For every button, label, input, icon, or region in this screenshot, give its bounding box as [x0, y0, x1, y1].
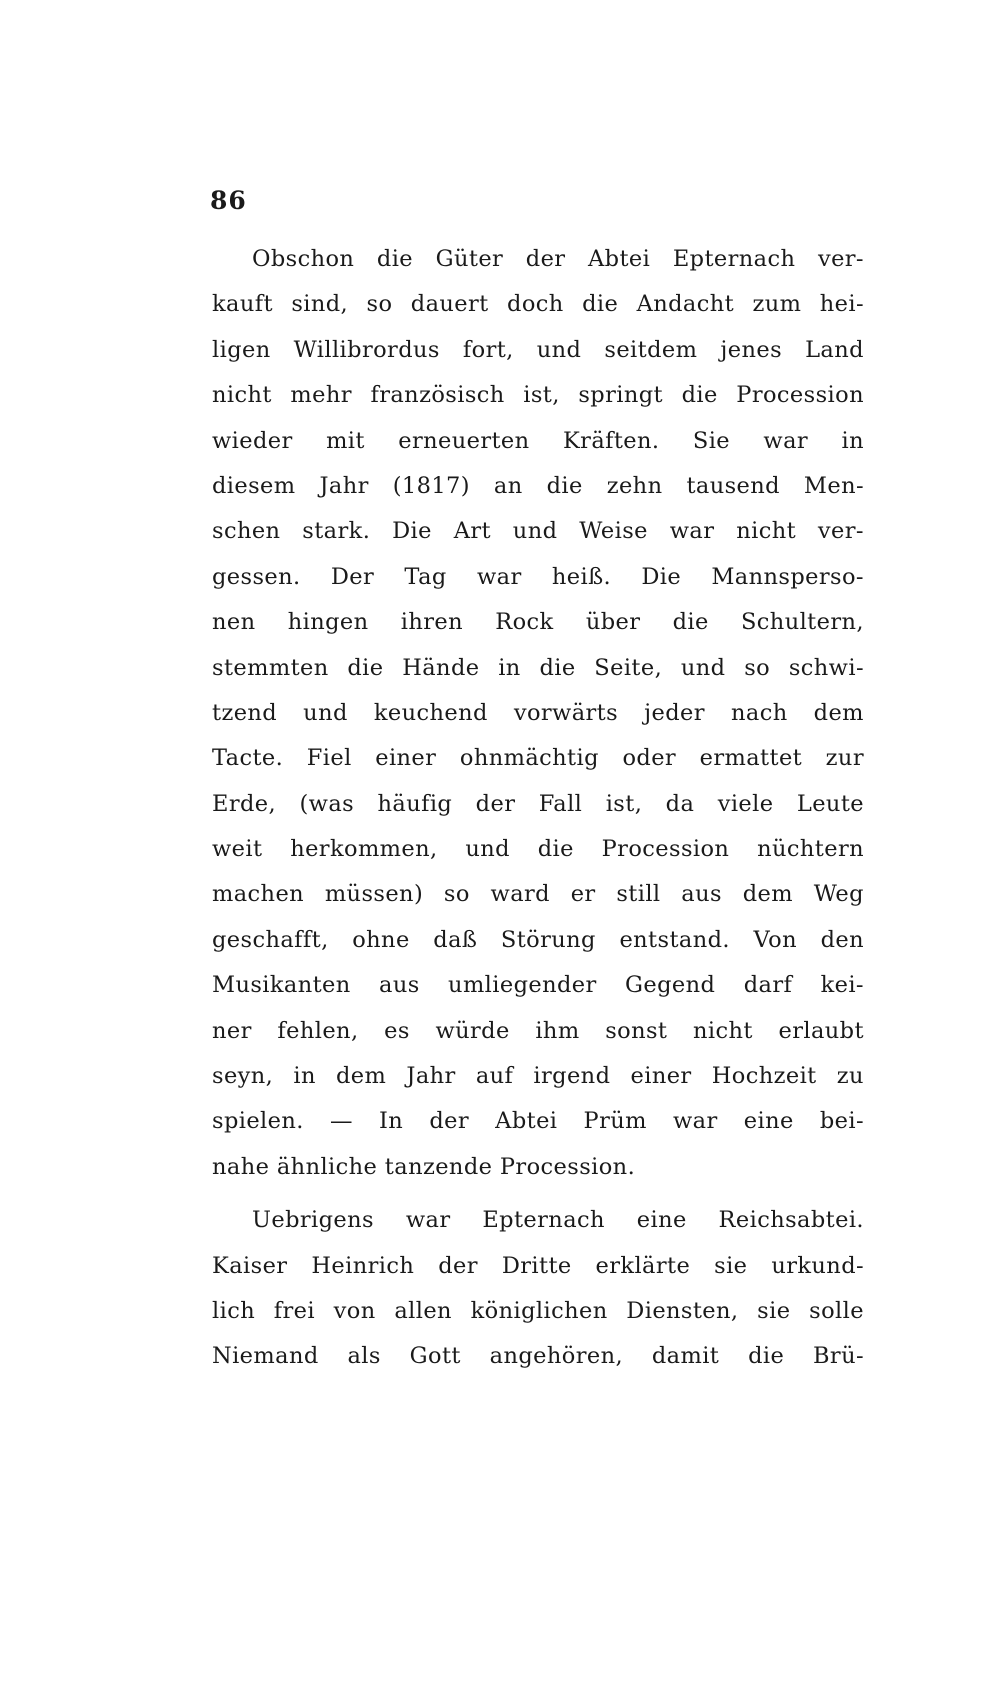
- word: tzend: [212, 699, 278, 726]
- word: Art: [453, 518, 491, 545]
- word: Hände: [402, 654, 480, 681]
- word: Obschon: [252, 246, 355, 272]
- word: tausend: [686, 472, 780, 499]
- word: er: [570, 881, 596, 908]
- word: nüchtern: [757, 836, 864, 863]
- word: heiß.: [551, 563, 612, 590]
- word: zu: [836, 1063, 864, 1090]
- word: doch: [507, 291, 564, 318]
- word: kei-: [820, 972, 864, 999]
- text-line: [212, 237, 864, 282]
- word: einer: [375, 745, 437, 772]
- word: die: [537, 836, 574, 863]
- word: weit: [212, 836, 263, 863]
- word: es: [384, 1017, 410, 1044]
- word: hingen: [287, 609, 369, 636]
- word: darf: [743, 972, 793, 999]
- word: Güter: [435, 246, 504, 272]
- word: mit: [326, 427, 365, 454]
- word: nicht: [693, 1017, 753, 1044]
- word: hei-: [819, 291, 864, 318]
- word: die: [681, 382, 718, 409]
- word: ihren: [400, 609, 464, 636]
- word: war: [673, 1108, 718, 1135]
- word: gessen.: [212, 563, 301, 590]
- word: französisch: [370, 382, 505, 409]
- word: bei-: [819, 1108, 864, 1135]
- word: und: [680, 654, 726, 681]
- word: eine: [636, 1207, 687, 1234]
- word: ohnmächtig: [459, 745, 599, 772]
- word: Seite,: [594, 654, 663, 681]
- word: und: [512, 518, 558, 545]
- word: auf: [475, 1063, 514, 1090]
- word: schwi-: [788, 654, 864, 681]
- text-line: [212, 918, 864, 963]
- word: häufig: [377, 790, 453, 817]
- word: nach: [730, 699, 788, 726]
- word: müssen): [324, 881, 424, 908]
- word: zur: [825, 745, 864, 772]
- word: Weise: [579, 518, 648, 545]
- word: irgend: [533, 1063, 611, 1090]
- page-number: 86: [210, 186, 247, 215]
- text-line: [212, 464, 864, 509]
- text-line: [212, 691, 864, 736]
- paragraph-gap: [212, 1190, 864, 1198]
- word: ermattet: [699, 745, 803, 772]
- word: sie: [714, 1252, 748, 1279]
- word: die: [539, 654, 576, 681]
- word: ner: [212, 1017, 252, 1044]
- word: Die: [641, 563, 682, 590]
- word: so: [366, 291, 393, 318]
- word: der: [475, 790, 516, 817]
- word: Erde,: [212, 790, 277, 817]
- word: so: [443, 881, 470, 908]
- word: würde: [435, 1017, 510, 1044]
- word: oder: [622, 745, 677, 772]
- word: Niemand: [212, 1343, 319, 1370]
- word: Procession: [736, 382, 864, 409]
- word: war: [763, 427, 809, 454]
- word: spielen.: [212, 1108, 304, 1135]
- word: Reichsabtei.: [718, 1207, 864, 1234]
- text-line: [212, 555, 864, 600]
- text-line: [212, 1289, 864, 1334]
- word: aus: [681, 881, 722, 908]
- word: schen: [212, 518, 281, 545]
- text-line: [212, 1009, 864, 1054]
- word: Jahr: [319, 472, 369, 499]
- word: mehr: [290, 382, 352, 409]
- word: Gegend: [625, 972, 716, 999]
- text-line: [212, 827, 864, 872]
- word: erlaubt: [778, 1017, 864, 1044]
- word: die: [376, 246, 414, 272]
- word: Jahr: [406, 1063, 456, 1090]
- text-line: [212, 328, 864, 373]
- word: den: [820, 926, 864, 953]
- word: da: [665, 790, 695, 817]
- text-line: [212, 1334, 864, 1379]
- word: Von: [753, 926, 797, 953]
- word: über: [585, 609, 641, 636]
- word: ihm: [535, 1017, 580, 1044]
- word: Diensten,: [626, 1297, 739, 1324]
- word: Musikanten: [212, 972, 351, 999]
- word: Die: [392, 518, 432, 545]
- word: war: [476, 563, 522, 590]
- word: (1817): [392, 472, 470, 499]
- word: in: [498, 654, 521, 681]
- word: der: [438, 1252, 478, 1279]
- word: angehören,: [489, 1343, 624, 1370]
- word: sind,: [291, 291, 349, 318]
- word: seyn,: [212, 1063, 274, 1090]
- word: und: [536, 336, 582, 363]
- word: springt: [578, 382, 663, 409]
- text-line: [212, 1054, 864, 1099]
- word: Sie: [692, 427, 731, 454]
- word: Weg: [813, 881, 864, 908]
- word: Epternach: [482, 1207, 605, 1234]
- word: Men-: [803, 472, 864, 499]
- text-line: [212, 736, 864, 781]
- word: stark.: [302, 518, 371, 545]
- line-text: nahe ähnliche tanzende Procession.: [212, 1153, 636, 1180]
- word: der: [525, 246, 566, 272]
- word: in: [293, 1063, 316, 1090]
- word: als: [347, 1343, 381, 1370]
- word: Tacte.: [212, 745, 284, 772]
- word: war: [669, 518, 715, 545]
- word: so: [744, 654, 771, 681]
- word: allen: [394, 1297, 452, 1324]
- word: Willibrordus: [293, 336, 440, 363]
- word: ist,: [605, 790, 643, 817]
- word: diesem: [212, 472, 296, 499]
- word: die: [347, 654, 384, 681]
- word: fehlen,: [277, 1017, 359, 1044]
- word: Rock: [495, 609, 554, 636]
- text-line: [212, 509, 864, 554]
- word: Uebrigens: [252, 1207, 374, 1234]
- word: ward: [490, 881, 550, 908]
- word: der: [429, 1108, 470, 1135]
- word: Abtei: [495, 1108, 558, 1135]
- word: nen: [212, 609, 256, 636]
- word: Fiel: [306, 745, 352, 772]
- text-line: [212, 1244, 864, 1289]
- word: —: [329, 1108, 353, 1135]
- word: ver-: [817, 518, 864, 545]
- word: nicht: [736, 518, 797, 545]
- word: und: [465, 836, 510, 863]
- word: Leute: [796, 790, 864, 817]
- word: königlichen: [470, 1297, 608, 1324]
- word: Hochzeit: [711, 1063, 817, 1090]
- word: die: [672, 609, 709, 636]
- text-line: [212, 963, 864, 1008]
- word: eine: [743, 1108, 794, 1135]
- text-line: [212, 600, 864, 645]
- word: aus: [379, 972, 420, 999]
- word: erneuerten: [398, 427, 530, 454]
- word: zehn: [606, 472, 663, 499]
- text-line: [212, 1099, 864, 1144]
- word: von: [333, 1297, 376, 1324]
- word: dem: [742, 881, 793, 908]
- word: damit: [651, 1343, 720, 1370]
- word: Schultern,: [740, 609, 864, 636]
- word: und: [303, 699, 348, 726]
- word: zum: [752, 291, 802, 318]
- word: lich: [212, 1297, 256, 1324]
- word: ligen: [212, 336, 271, 363]
- word: die: [582, 291, 619, 318]
- word: still: [616, 881, 661, 908]
- word: geschafft,: [212, 926, 329, 953]
- word: (was: [299, 790, 355, 817]
- word: vorwärts: [513, 699, 619, 726]
- word: erklärte: [595, 1252, 691, 1279]
- word: ist,: [523, 382, 560, 409]
- word: jenes: [720, 336, 783, 363]
- text-line: [212, 1145, 864, 1190]
- word: urkund-: [771, 1252, 864, 1279]
- text-line: [212, 419, 864, 464]
- word: die: [748, 1343, 785, 1370]
- word: Procession: [601, 836, 730, 863]
- word: seitdem: [604, 336, 698, 363]
- word: Heinrich: [311, 1252, 415, 1279]
- word: Kräften.: [562, 427, 660, 454]
- body-text: [212, 237, 864, 1380]
- word: jeder: [644, 699, 705, 726]
- word: Abtei: [588, 246, 651, 272]
- word: umliegender: [448, 972, 597, 999]
- word: nicht: [212, 382, 272, 409]
- text-line: [212, 1198, 864, 1243]
- word: stemmten: [212, 654, 329, 681]
- word: Mannsperso-: [711, 563, 864, 590]
- word: sie: [757, 1297, 791, 1324]
- word: ohne: [352, 926, 410, 953]
- word: Brü-: [813, 1343, 864, 1370]
- word: dem: [336, 1063, 387, 1090]
- word: solle: [809, 1297, 864, 1324]
- text-line: [212, 373, 864, 418]
- word: Epternach: [672, 246, 796, 272]
- word: war: [405, 1207, 451, 1234]
- word: daß: [433, 926, 478, 953]
- word: In: [379, 1108, 404, 1135]
- word: Dritte: [501, 1252, 572, 1279]
- word: dem: [813, 699, 864, 726]
- text-line: [212, 872, 864, 917]
- word: Störung: [500, 926, 596, 953]
- word: dauert: [410, 291, 489, 318]
- word: ver-: [817, 246, 864, 272]
- word: Kaiser: [212, 1252, 288, 1279]
- word: Fall: [538, 790, 583, 817]
- word: Tag: [404, 563, 447, 590]
- word: Der: [330, 563, 375, 590]
- word: einer: [630, 1063, 692, 1090]
- word: die: [546, 472, 583, 499]
- text-line: [212, 282, 864, 327]
- word: wieder: [212, 427, 293, 454]
- word: in: [841, 427, 864, 454]
- word: machen: [212, 881, 305, 908]
- text-line: [212, 782, 864, 827]
- word: entstand.: [619, 926, 730, 953]
- word: frei: [273, 1297, 315, 1324]
- word: herkommen,: [290, 836, 438, 863]
- word: fort,: [462, 336, 514, 363]
- word: an: [493, 472, 523, 499]
- word: Land: [805, 336, 864, 363]
- word: keuchend: [373, 699, 488, 726]
- word: Gott: [409, 1343, 461, 1370]
- word: kauft: [212, 291, 273, 318]
- text-line: [212, 646, 864, 691]
- word: Prüm: [583, 1108, 647, 1135]
- word: sonst: [605, 1017, 668, 1044]
- word: Andacht: [636, 291, 735, 318]
- word: viele: [717, 790, 774, 817]
